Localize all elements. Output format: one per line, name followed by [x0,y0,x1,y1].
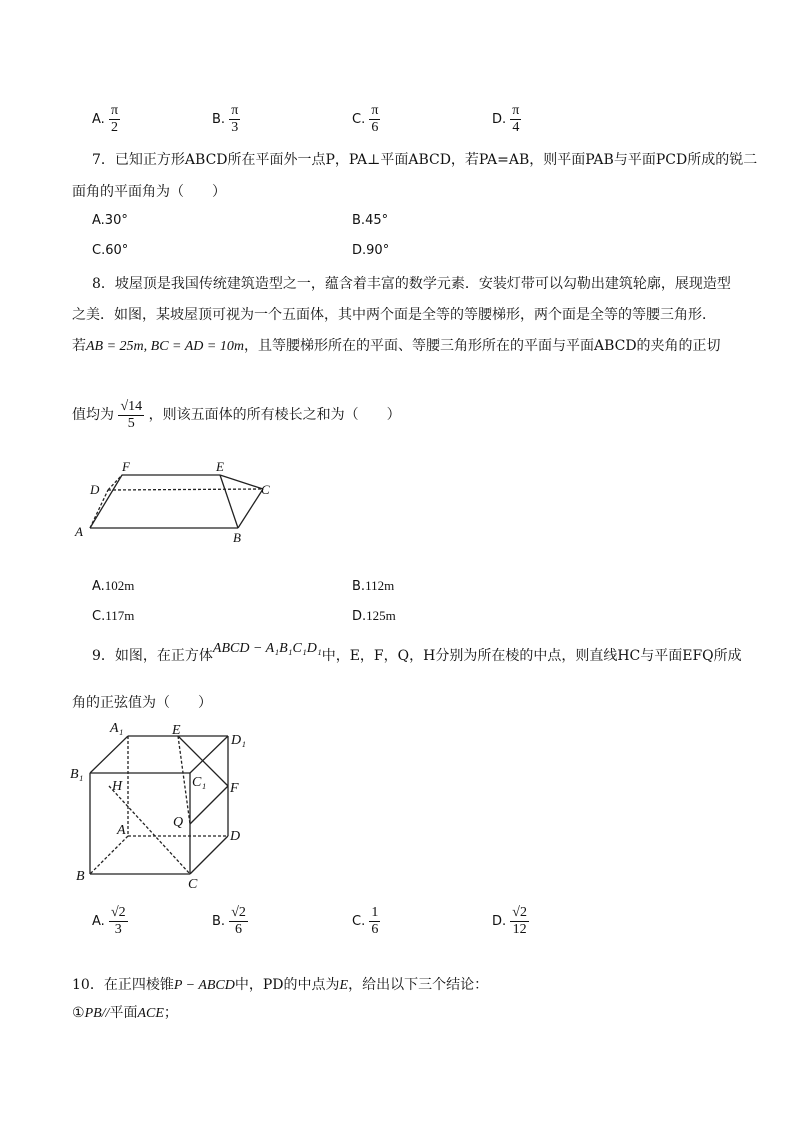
q8-option-d [352,608,396,624]
cube-figure [68,716,268,892]
label-h: H [112,779,123,794]
text: 平面 [109,1005,138,1021]
fraction-numerator: √2 [231,905,246,920]
q6-option-c [352,103,380,136]
q8-option-c [92,608,134,624]
option-text: 125m [366,608,396,623]
q10-stem-line1 [72,975,488,996]
option-fraction [109,103,120,136]
q8-stem-line4 [72,395,401,435]
option-letter: B. [212,914,226,929]
q9-option-b [212,905,248,938]
label-f: F [122,459,130,474]
fraction-denominator: 12 [512,922,527,937]
label-c: C [188,877,198,892]
fraction-denominator: 5 [127,415,135,431]
option-letter: C. [352,112,366,127]
option-letter: D. [492,112,507,127]
q6-option-b [212,103,240,136]
option-fraction [109,905,128,938]
label-b1: B₁ [70,767,84,782]
label-c1: C₁ [192,775,207,790]
edge-ec [220,475,263,489]
label-e: E [216,459,224,474]
fraction-numerator: 1 [371,905,379,920]
option-letter: B. [212,112,226,127]
fraction-numerator: π [371,103,379,118]
text: 中，PD的中点为 [234,977,340,993]
fraction-denominator: 6 [371,922,379,937]
text: ，且等腰梯形所在的平面、等腰三角形所在的平面与平面ABCD的夹角的正切 [243,338,721,354]
q8-option-a [92,578,134,594]
q9-stem-line2: 角的正弦值为（ ） [72,695,212,711]
q7-stem-line2: 面角的平面角为（ ） [72,184,226,200]
text: 若 [72,338,86,354]
option-letter: C. [92,609,106,624]
q6-option-d [492,103,521,136]
option-text: 112m [365,578,395,593]
fraction-denominator: 3 [231,120,239,135]
label-b: B [233,530,241,545]
segment-fq [190,786,228,824]
option-fraction [229,103,240,136]
text: 10．在正四棱锥 [72,977,174,993]
fraction-numerator: π [231,103,239,118]
fraction-denominator: 2 [110,120,118,135]
fraction-denominator: 6 [235,922,243,937]
text: ； [163,1005,178,1021]
edge-dc [190,836,228,874]
q6-option-a [92,103,120,136]
q9-option-c [352,905,380,938]
option-letter: C. [352,914,366,929]
text: ，则该五面体的所有棱长之和为（ ） [148,407,401,423]
q7-option-a [92,213,128,228]
label-f: F [230,781,239,796]
edge-dc [108,489,263,490]
label-b: B [76,869,85,884]
option-text: 60° [105,243,129,258]
option-fraction [369,905,380,938]
q8-option-b [352,578,394,594]
option-fraction [229,905,248,938]
q8-stem-line2: 之美．如图，某坡屋顶可视为一个五面体，其中两个面是全等的等腰梯形，两个面是全等的等腰三角形． [72,307,716,323]
q9-stem-line1 [92,641,742,667]
q7-stem-line1: 7．已知正方形ABCD所在平面外一点P，PA⊥平面ABCD，若PA=AB，则平面PAB与平面PCD所成的锐二 [92,152,758,168]
text: ① [72,1005,85,1021]
tangent-fraction [118,399,144,432]
option-text: 90° [366,243,390,258]
option-letter: D. [352,609,367,624]
edge-bc [238,489,263,528]
label-a: A [117,823,126,838]
q7-option-d [352,243,389,258]
fraction-denominator: 4 [512,120,520,135]
math-expression: E [339,978,349,993]
label-a: A [75,524,83,539]
option-letter: B. [352,213,366,228]
fraction-numerator: √14 [120,398,143,414]
label-d: D [230,829,241,844]
q7-option-b [352,213,388,228]
math-expression: AB = 25m, BC = AD = 10m [86,339,244,354]
label-d1: D₁ [231,733,246,748]
option-letter: A. [92,112,105,127]
fraction-numerator: π [110,103,119,118]
text: 值均为 [72,407,114,423]
text: ，给出以下三个结论： [348,977,489,993]
option-fraction [510,905,529,938]
option-fraction [510,103,521,136]
option-fraction [369,103,380,136]
q8-stem-line1: 8．坡屋顶是我国传统建筑造型之一，蕴含着丰富的数学元素．安装灯带可以勾勒出建筑轮廓，展现造型 [92,276,731,292]
fraction-numerator: √2 [512,905,527,920]
q9-option-a [92,905,128,938]
q8-stem-line3 [72,336,721,357]
label-a1: A₁ [110,721,124,736]
fraction-numerator: π [512,103,520,118]
edge-eb [220,475,238,528]
option-text: 102m [104,578,135,593]
option-letter: D. [492,914,507,929]
label-c: C [261,482,270,497]
option-letter: A. [92,914,105,929]
fraction-denominator: 3 [114,922,122,937]
q10-conclusion-1 [72,1003,178,1024]
option-letter: A. [92,213,105,228]
math-expression: ACE [137,1006,164,1021]
label-q: Q [173,815,184,830]
fraction-numerator: √2 [110,905,126,920]
math-expression: P − ABCD [173,978,235,993]
math-expression: ABCD − A₁B₁C₁D₁ [212,641,322,656]
segment-eq [178,736,190,824]
math-expression: PB// [84,1006,110,1021]
fraction-denominator: 6 [371,120,379,135]
edge-ab [90,836,128,874]
option-text: 117m [105,608,135,623]
edge-b1a1 [90,736,128,773]
q7-option-c [92,243,128,258]
text: 中，E，F，Q，H分别为所在棱的中点，则直线HC与平面EFQ所成 [321,648,742,664]
option-letter: D. [352,243,367,258]
roof-pentahedron-figure [70,455,290,550]
label-d: D [90,482,100,497]
text: 9．如图，在正方体 [92,648,213,664]
q9-option-d [492,905,529,938]
option-letter: C. [92,243,106,258]
option-letter: B. [352,579,366,594]
option-text: 45° [365,213,389,228]
option-text: 30° [104,213,128,228]
label-e: E [172,723,181,738]
option-letter: A. [92,579,105,594]
